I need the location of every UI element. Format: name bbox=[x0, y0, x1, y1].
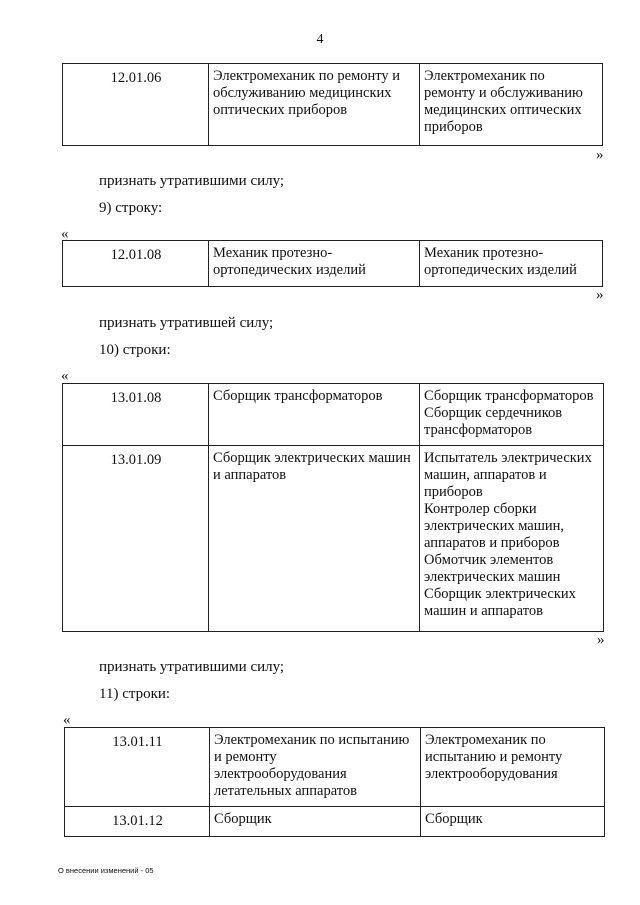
cell-line: ортопедических изделий bbox=[424, 262, 577, 278]
paragraph-text: признать утратившими силу; bbox=[99, 659, 285, 675]
cell-line: Механик протезно- bbox=[213, 245, 333, 261]
old-title-cell bbox=[209, 64, 420, 146]
old-title-cell bbox=[209, 241, 420, 287]
table-row bbox=[63, 446, 604, 632]
cell-line: Обмотчик элементов bbox=[424, 552, 554, 568]
table-row bbox=[63, 384, 604, 446]
cell-line: Сборщик трансформаторов bbox=[213, 388, 383, 404]
cell-line: ортопедических изделий bbox=[213, 262, 366, 278]
new-title-cell bbox=[420, 384, 604, 446]
table-2 bbox=[62, 240, 603, 287]
old-title-cell bbox=[210, 728, 421, 807]
old-title-cell bbox=[209, 384, 420, 446]
cell-line: электрооборудования bbox=[425, 766, 558, 782]
table-row bbox=[65, 728, 605, 807]
cell-line: Электромеханик по испытанию bbox=[214, 732, 410, 748]
opening-quote: « bbox=[63, 712, 71, 728]
cell-line: аппаратов и приборов bbox=[424, 535, 560, 551]
cell-line: и ремонту bbox=[214, 749, 277, 765]
cell-line: Сборщик сердечников bbox=[424, 405, 563, 421]
row-code: 13.01.08 bbox=[63, 384, 209, 446]
old-title-cell bbox=[209, 446, 420, 632]
cell-line: Сборщик трансформаторов bbox=[424, 388, 594, 404]
cell-line: Сборщик электрических машин bbox=[213, 450, 411, 466]
old-title-cell bbox=[210, 807, 421, 837]
cell-line: Сборщик bbox=[214, 811, 272, 827]
cell-line: Электромеханик по ремонту и bbox=[213, 68, 401, 84]
item-heading: 11) строки: bbox=[99, 686, 171, 702]
paragraph-text: признать утратившей силу; bbox=[99, 315, 274, 331]
closing-quote: » bbox=[597, 632, 605, 648]
cell-line: электрических машин bbox=[424, 569, 561, 585]
new-title-cell bbox=[421, 807, 605, 837]
cell-line: трансформаторов bbox=[424, 422, 533, 438]
table-1 bbox=[62, 63, 603, 146]
cell-line: Сборщик bbox=[425, 811, 483, 827]
row-code: 12.01.08 bbox=[63, 241, 209, 287]
new-title-cell bbox=[420, 241, 603, 287]
cell-line: Электромеханик по bbox=[425, 732, 546, 748]
cell-line: обслуживанию медицинских bbox=[213, 85, 392, 101]
table-3 bbox=[62, 383, 604, 632]
cell-line: электрооборудования bbox=[214, 766, 347, 782]
row-code: 13.01.12 bbox=[65, 807, 210, 837]
table-4 bbox=[64, 727, 605, 837]
cell-line: машин, аппаратов и bbox=[424, 467, 547, 483]
page-number: 4 bbox=[316, 32, 324, 47]
row-code: 12.01.06 bbox=[63, 64, 209, 146]
table-row bbox=[63, 64, 603, 146]
cell-line: электрических машин, bbox=[424, 518, 565, 534]
opening-quote: « bbox=[61, 368, 69, 384]
closing-quote: » bbox=[596, 147, 604, 163]
row-code: 13.01.09 bbox=[63, 446, 209, 632]
item-heading: 9) строку: bbox=[99, 200, 163, 216]
cell-line: машин и аппаратов bbox=[424, 603, 543, 619]
row-code: 13.01.11 bbox=[65, 728, 210, 807]
opening-quote: « bbox=[61, 226, 69, 242]
cell-line: ремонту и обслуживанию bbox=[424, 85, 583, 101]
new-title-cell bbox=[420, 64, 603, 146]
cell-line: приборов bbox=[424, 119, 483, 135]
table-row bbox=[63, 241, 603, 287]
cell-line: испытанию и ремонту bbox=[425, 749, 563, 765]
cell-line: и аппаратов bbox=[213, 467, 287, 483]
new-title-cell bbox=[421, 728, 605, 807]
cell-line: Механик протезно- bbox=[424, 245, 544, 261]
cell-line: Испытатель электрических bbox=[424, 450, 592, 466]
closing-quote: » bbox=[596, 287, 604, 303]
cell-line: Сборщик электрических bbox=[424, 586, 576, 602]
cell-line: приборов bbox=[424, 484, 483, 500]
cell-line: Электромеханик по bbox=[424, 68, 545, 84]
cell-line: летательных аппаратов bbox=[214, 783, 357, 799]
paragraph-text: признать утратившими силу; bbox=[99, 173, 285, 189]
cell-line: оптических приборов bbox=[213, 102, 348, 118]
new-title-cell bbox=[420, 446, 604, 632]
table-row bbox=[65, 807, 605, 837]
item-heading: 10) строки: bbox=[99, 342, 171, 358]
cell-line: Контролер сборки bbox=[424, 501, 537, 517]
footer-text: О внесении изменений - 05 bbox=[58, 866, 154, 875]
cell-line: медицинских оптических bbox=[424, 102, 582, 118]
